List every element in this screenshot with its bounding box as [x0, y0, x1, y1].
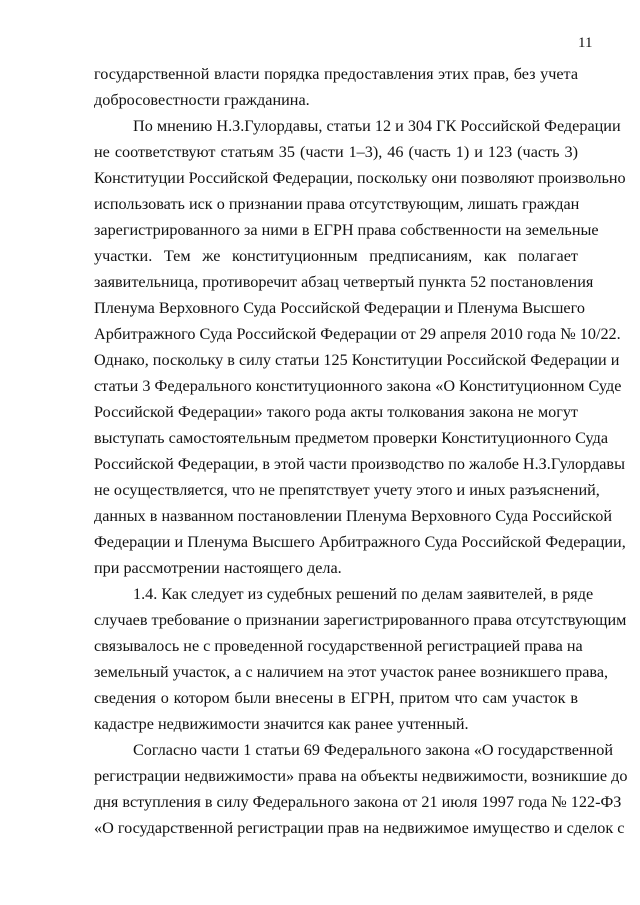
- text-line: Конституции Российской Федерации, поскольку они позволяют произвольно: [94, 169, 626, 187]
- text-line: «О государственной регистрации прав на недвижимое имущество и сделок с: [94, 819, 625, 837]
- text-line: Арбитражного Суда Российской Федерации от 29 апреля 2010 года № 10/22.: [94, 325, 621, 343]
- page-number: 11: [578, 35, 593, 51]
- text-line: использовать иск о признании права отсутствующим, лишать граждан: [94, 195, 580, 213]
- paragraph-start-line: 1.4. Как следует из судебных решений по делам заявителей, в ряде: [133, 585, 594, 603]
- text-line: кадастре недвижимости значится как ранее учтенный.: [94, 715, 469, 733]
- text-line: сведения о котором были внесены в ЕГРН, притом что сам участок в: [94, 689, 578, 707]
- paragraph-start-line: Согласно части 1 статьи 69 Федерального закона «О государственной: [133, 741, 614, 759]
- text-line: связывалось не с проведенной государственной регистрацией права на: [94, 637, 583, 655]
- text-line: зарегистрированного за ними в ЕГРН права собственности на земельные: [94, 221, 599, 239]
- text-line: данных в названном постановлении Пленума Верховного Суда Российской: [94, 507, 612, 525]
- paragraph-start-line: По мнению Н.З.Гулордавы, статьи 12 и 304 ГК Российской Федерации: [133, 117, 621, 135]
- text-line: Российской Федерации, в этой части производство по жалобе Н.З.Гулордавы: [94, 455, 625, 473]
- text-line: регистрации недвижимости» права на объекты недвижимости, возникшие до: [94, 767, 628, 785]
- text-line: Российской Федерации» такого рода акты толкования закона не могут: [94, 403, 578, 421]
- text-line: участки. Тем же конституционным предписаниям, как полагает: [94, 247, 578, 265]
- text-line: случаев требование о признании зарегистрированного права отсутствующим: [94, 611, 627, 629]
- text-line: статьи 3 Федерального конституционного закона «О Конституционном Суде: [94, 377, 622, 395]
- text-line: Федерации и Пленума Высшего Арбитражного Суда Российской Федерации,: [94, 533, 626, 551]
- text-line: Пленума Верховного Суда Российской Федерации и Пленума Высшего: [94, 299, 585, 317]
- text-line: выступать самостоятельным предметом проверки Конституционного Суда: [94, 429, 609, 447]
- text-line: заявительница, противоречит абзац четвертый пункта 52 постановления: [94, 273, 594, 291]
- text-line: не соответствуют статьям 35 (части 1–3), 46 (часть 1) и 123 (часть 3): [94, 143, 578, 161]
- text-line: государственной власти порядка предоставления этих прав, без учета: [94, 65, 578, 83]
- text-line: добросовестности гражданина.: [94, 91, 310, 109]
- text-line: при рассмотрении настоящего дела.: [94, 559, 342, 577]
- text-line: земельный участок, а с наличием на этот участок ранее возникшего права,: [94, 663, 609, 681]
- text-line: не осуществляется, что не препятствует учету этого и иных разъяснений,: [94, 481, 600, 499]
- text-line: дня вступления в силу Федерального закона от 21 июля 1997 года № 122-ФЗ: [94, 793, 622, 811]
- text-line: Однако, поскольку в силу статьи 125 Конституции Российской Федерации и: [94, 351, 620, 369]
